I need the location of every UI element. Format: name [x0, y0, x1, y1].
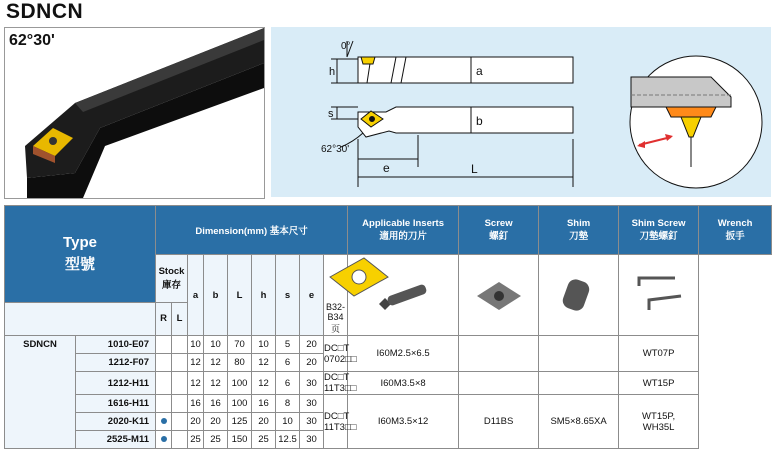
label-h: h	[329, 66, 336, 78]
dim-col-b: b	[204, 255, 228, 336]
wrench-header: Wrench 扳手	[699, 206, 772, 255]
label-a: a	[476, 64, 483, 78]
toolholder-photo	[5, 28, 264, 198]
shim-screw-image-cell	[539, 255, 619, 336]
screw-icon	[373, 274, 433, 314]
stock-col-l: L	[172, 302, 188, 335]
stock-col-r: R	[156, 302, 172, 335]
screw-header: Screw 螺釘	[459, 206, 539, 255]
dim-col-h: h	[252, 255, 276, 336]
shim-screw-icon	[549, 274, 609, 314]
tool-photo-panel	[4, 27, 265, 199]
label-zero-deg: 0°	[341, 41, 351, 52]
table-row: 1212-H11 12 12 100 12 6 30 DC□T 11T3□□ I60M3.5×8 WT15P	[5, 372, 772, 395]
label-L: L	[471, 162, 478, 176]
table-row: 1616-H11 16 16 100 16 8 30 DC□T 11T3□□ I60M3.5×12 D11BS SM5×8.65XA WT15P, WH35L	[5, 395, 772, 413]
table-row: SDNCN 1010-E07 10 10 70 10 5 20 DC□T 0702□□ I60M2.5×6.5 WT07P	[5, 336, 772, 354]
dim-col-s: s	[276, 255, 300, 336]
technical-drawing	[271, 27, 771, 197]
wrench-icon	[629, 274, 689, 314]
stock-header: Stock 庫存	[156, 255, 188, 303]
series-label: SDNCN	[5, 336, 76, 449]
dim-col-a: a	[188, 255, 204, 336]
dim-col-L: L	[228, 255, 252, 336]
stock-dot-icon	[161, 436, 167, 442]
label-e: e	[383, 161, 390, 175]
dimension-drawing	[271, 27, 771, 197]
label-s: s	[328, 108, 334, 120]
table-row: 1212-F07 12 12 80 12 6 20	[5, 354, 772, 372]
page-title: SDNCN	[6, 0, 84, 23]
table-row: 2525-M11 25 25 150 25 12.5 30	[5, 431, 772, 449]
shim-header: Shim 刀墊	[539, 206, 619, 255]
spec-table	[4, 205, 772, 449]
table-row: 2020-K11 20 20 125 20 10 30	[5, 413, 772, 431]
label-b: b	[476, 114, 483, 128]
label-angle: 62°30'	[321, 144, 350, 155]
stock-dot-icon	[161, 418, 167, 424]
shim-image-cell	[459, 255, 539, 336]
inserts-header: Applicable Inserts 適用的刀片	[348, 206, 459, 255]
type-header: Type 型號	[5, 206, 156, 303]
shim-screw-header: Shim Screw 刀墊螺釘	[619, 206, 699, 255]
dimension-header: Dimension(mm) 基本尺寸	[156, 206, 348, 255]
dim-col-e: e	[300, 255, 324, 336]
insert-image-cell: B32-B34页	[324, 255, 348, 336]
shim-icon	[469, 274, 529, 314]
wrench-image-cell	[619, 255, 699, 336]
angle-label: 62°30'	[9, 32, 55, 49]
